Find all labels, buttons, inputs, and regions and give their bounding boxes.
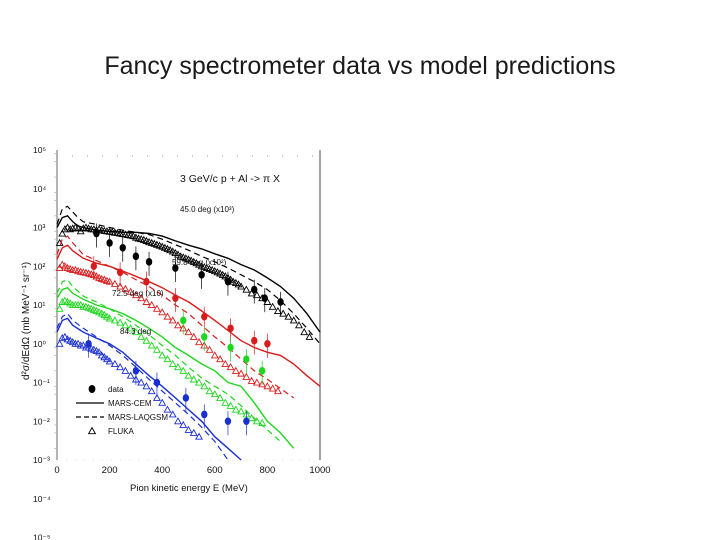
y-tick-label: 10⁻⁵ <box>33 532 51 540</box>
data-point <box>201 411 207 419</box>
data-point <box>133 253 139 261</box>
data-point <box>133 367 139 375</box>
data-point <box>259 367 265 375</box>
data-point <box>106 239 112 247</box>
legend-label: FLUKA <box>108 427 134 436</box>
data-point <box>198 271 204 279</box>
x-tick-label: 200 <box>101 465 118 476</box>
data-point <box>146 258 152 266</box>
data-point <box>93 230 99 238</box>
y-tick-label: 10⁵ <box>33 145 46 155</box>
y-tick-label: 10⁻³ <box>33 455 50 465</box>
legend-label: MARS-LAQGSM <box>108 413 169 422</box>
legend-label: data <box>108 385 124 394</box>
data-point <box>172 294 178 302</box>
x-tick-label: 600 <box>206 465 223 476</box>
x-tick-label: 800 <box>259 465 276 476</box>
y-tick-label: 10⁻¹ <box>33 377 50 388</box>
data-point <box>180 317 186 325</box>
legend-label: MARS-CEM <box>108 399 152 408</box>
data-point <box>243 417 249 425</box>
data-point <box>120 244 126 252</box>
series-angle-label: 59.8 deg (x10²) <box>172 258 227 267</box>
chart-title: 3 GeV/c p + Al -> π X <box>180 173 281 185</box>
data-point <box>91 262 97 270</box>
y-axis-label: d²σ/dEdΩ (mb MeV⁻¹ sr⁻¹) <box>21 261 32 380</box>
data-point <box>251 286 257 294</box>
data-point <box>117 268 123 276</box>
data-point <box>143 278 149 286</box>
data-point <box>251 337 257 345</box>
series-angle-label: 45.0 deg (x10³) <box>180 205 235 214</box>
data-point <box>243 355 249 363</box>
y-tick-label: 10¹ <box>33 300 46 310</box>
data-point <box>225 278 231 286</box>
fluka-triangle-point <box>159 309 165 315</box>
series-angle-label: 84.3 deg <box>120 327 152 336</box>
data-point <box>262 294 268 302</box>
data-point <box>201 313 207 321</box>
legend-fluka-marker <box>89 428 96 434</box>
legend-data-marker <box>89 385 96 393</box>
y-tick-label: 10⁻⁴ <box>33 493 51 504</box>
series-angle-label: 72.5 deg (x10) <box>112 289 164 298</box>
data-point <box>227 325 233 333</box>
slide-title: Fancy spectrometer data vs model predictions <box>104 52 616 80</box>
y-tick-label: 10⁻² <box>33 416 50 427</box>
fluka-triangle-point <box>212 352 218 358</box>
data-point <box>183 394 189 402</box>
y-tick-label: 10² <box>33 261 46 272</box>
x-tick-label: 400 <box>154 465 171 476</box>
x-axis-label: Pion kinetic energy E (MeV) <box>130 483 248 494</box>
data-point <box>277 298 283 306</box>
x-tick-label: 1000 <box>309 465 331 476</box>
fluka-triangle-point <box>254 379 260 385</box>
fluka-triangle-point <box>159 352 165 358</box>
chart-series <box>56 205 320 460</box>
y-tick-label: 10⁰ <box>33 338 46 349</box>
data-point <box>225 417 231 425</box>
data-point <box>201 333 207 341</box>
data-point <box>227 344 233 352</box>
fluka-triangle-point <box>301 329 307 335</box>
data-point <box>264 340 270 348</box>
x-tick-label: 0 <box>54 465 60 476</box>
fluka-triangle-point <box>164 406 170 412</box>
y-tick-label: 10³ <box>33 222 46 233</box>
y-tick-label: 10⁴ <box>33 183 47 194</box>
fluka-triangle-point <box>175 418 181 424</box>
data-point <box>85 340 91 348</box>
data-point <box>154 379 160 387</box>
